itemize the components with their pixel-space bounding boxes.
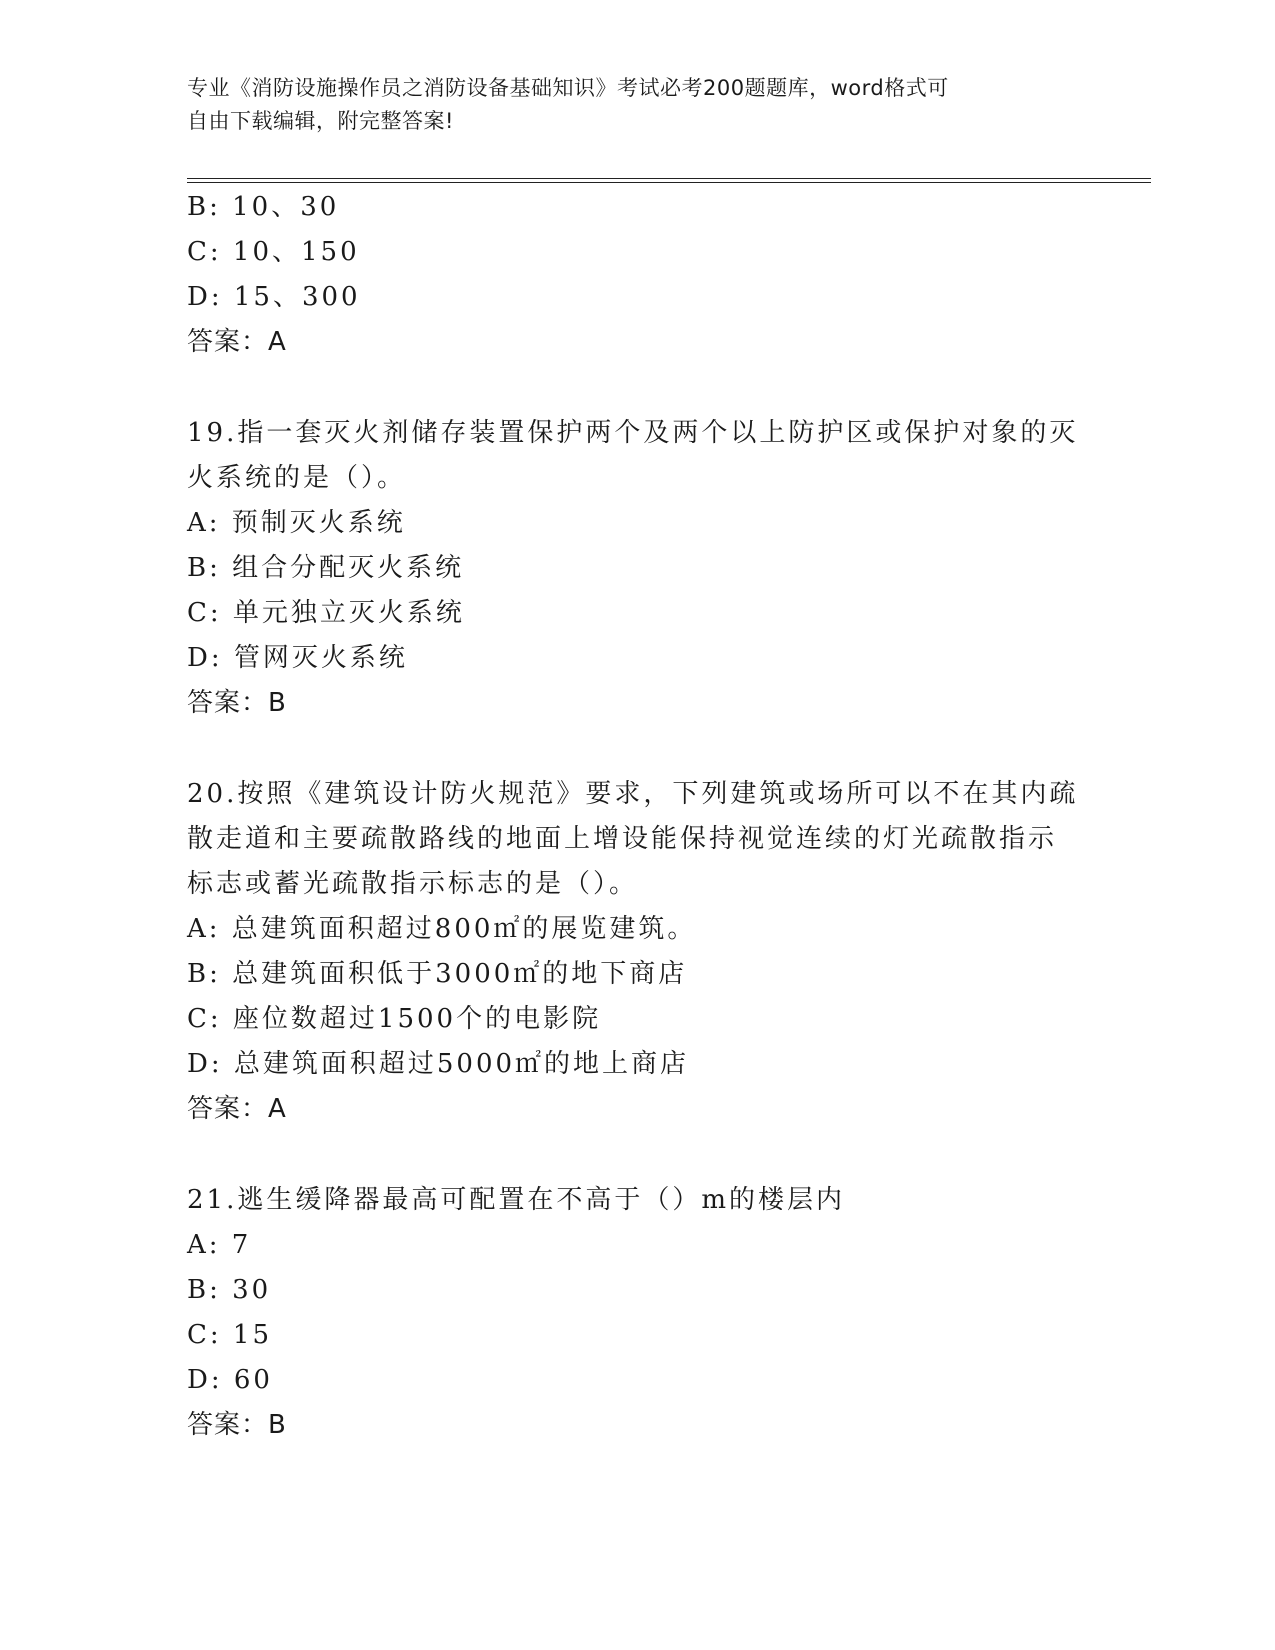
header-title-line-1: 专业《消防设施操作员之消防设备基础知识》考试必考200题题库，word格式可 bbox=[187, 76, 949, 100]
q19-option-b: B: 组合分配灭火系统 bbox=[187, 553, 465, 583]
q18-answer: 答案：A bbox=[187, 327, 287, 357]
q20-option-b: B: 总建筑面积低于3000㎡的地下商店 bbox=[187, 959, 688, 989]
header-rule-bottom bbox=[187, 182, 1151, 183]
q21-option-d: D: 60 bbox=[187, 1365, 273, 1395]
q21-option-b: B: 30 bbox=[187, 1275, 272, 1305]
q19-option-c: C: 单元独立灭火系统 bbox=[187, 598, 465, 628]
q21-stem-line-1: 21.逃生缓降器最高可配置在不高于（）m的楼层内 bbox=[187, 1185, 846, 1215]
q20-answer: 答案：A bbox=[187, 1094, 287, 1124]
q20-stem-line-1: 20.按照《建筑设计防火规范》要求，下列建筑或场所可以不在其内疏 bbox=[187, 779, 1079, 809]
q21-option-c: C: 15 bbox=[187, 1320, 273, 1350]
q20-option-d: D: 总建筑面积超过5000㎡的地上商店 bbox=[187, 1049, 690, 1079]
q19-option-a: A: 预制灭火系统 bbox=[187, 508, 406, 538]
header-rule-top bbox=[187, 178, 1151, 179]
q19-stem-line-1: 19.指一套灭火剂储存装置保护两个及两个以上防护区或保护对象的灭 bbox=[187, 418, 1079, 448]
q20-option-c: C: 座位数超过1500个的电影院 bbox=[187, 1004, 602, 1034]
document-header bbox=[187, 72, 1067, 138]
q21-answer: 答案：B bbox=[187, 1410, 287, 1440]
q19-answer: 答案：B bbox=[187, 688, 287, 718]
q19-option-d: D: 管网灭火系统 bbox=[187, 643, 408, 673]
q19-stem-line-2: 火系统的是（）。 bbox=[187, 463, 407, 493]
header-title-line-2: 自由下载编辑，附完整答案! bbox=[187, 109, 454, 133]
q21-option-a: A: 7 bbox=[187, 1230, 252, 1260]
q18-option-b: B: 10、30 bbox=[187, 192, 340, 222]
q20-stem-line-2: 散走道和主要疏散路线的地面上增设能保持视觉连续的灯光疏散指示 bbox=[187, 824, 1058, 854]
q20-stem-line-3: 标志或蓄光疏散指示标志的是（）。 bbox=[187, 869, 639, 899]
q20-option-a: A: 总建筑面积超过800㎡的展览建筑。 bbox=[187, 914, 697, 944]
q18-option-c: C: 10、150 bbox=[187, 237, 360, 267]
q18-option-d: D: 15、300 bbox=[187, 282, 361, 312]
